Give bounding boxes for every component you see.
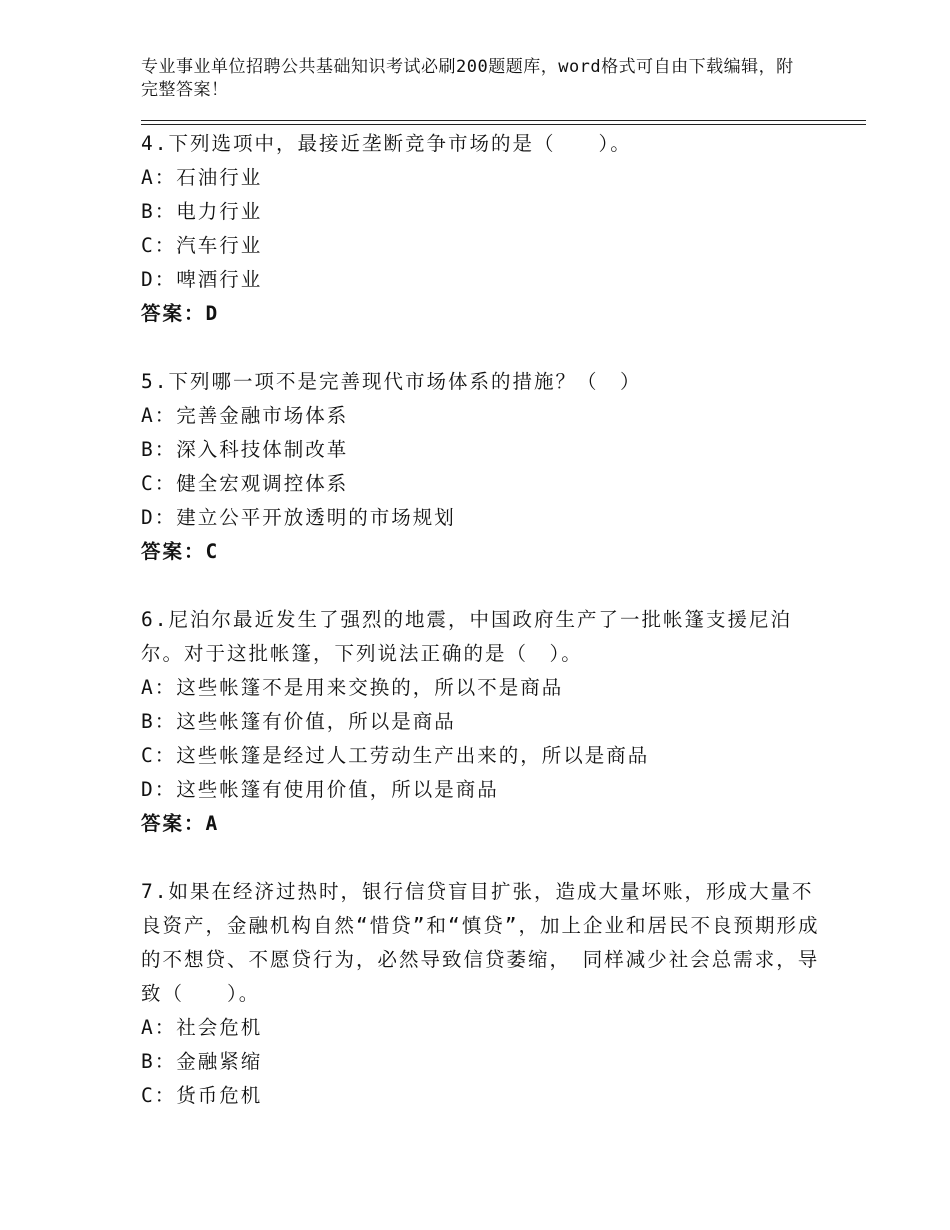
option-c: C：健全宏观调控体系: [141, 472, 349, 495]
option-b: B：金融紧缩: [141, 1050, 263, 1073]
question-6: [141, 603, 821, 841]
option-c: C：这些帐篷是经过人工劳动生产出来的，所以是商品: [141, 744, 650, 767]
option-d: D：这些帐篷有使用价值，所以是商品: [141, 778, 499, 801]
answer: 答案：A: [141, 812, 220, 835]
option-b: B：深入科技体制改革: [141, 438, 349, 461]
option-c: C：货币危机: [141, 1084, 263, 1107]
answer: 答案：C: [141, 540, 220, 563]
option-c: C：汽车行业: [141, 234, 263, 257]
question-text: 7.如果在经济过热时，银行信贷盲目扩张，造成大量坏账，形成大量不良资产，金融机构自然“惜贷”和“慎贷”，加上企业和居民不良预期形成的不想贷、不愿贷行为，必然导致信贷萎缩， 同样减少社会总需求，导致（ ）。: [141, 880, 820, 1005]
question-7: [141, 875, 821, 1113]
question-list: [141, 127, 821, 1147]
option-a: A：石油行业: [141, 166, 263, 189]
question-text: 5.下列哪一项不是完善现代市场体系的措施？（ ）: [141, 370, 642, 393]
option-a: A：这些帐篷不是用来交换的，所以不是商品: [141, 676, 564, 699]
option-d: D：啤酒行业: [141, 268, 263, 291]
answer: 答案：D: [141, 302, 220, 325]
option-a: A：社会危机: [141, 1016, 263, 1039]
header-divider-top: [141, 120, 866, 121]
option-d: D：建立公平开放透明的市场规划: [141, 506, 456, 529]
option-b: B：这些帐篷有价值，所以是商品: [141, 710, 456, 733]
header-divider-bottom: [141, 124, 866, 125]
option-a: A：完善金融市场体系: [141, 404, 349, 427]
question-4: [141, 127, 821, 331]
question-text: 6.尼泊尔最近发生了强烈的地震，中国政府生产了一批帐篷支援尼泊尔。对于这批帐篷，下列说法正确的是（ ）。: [141, 608, 792, 665]
option-b: B：电力行业: [141, 200, 263, 223]
question-text: 4.下列选项中，最接近垄断竞争市场的是（ ）。: [141, 132, 632, 155]
document-header: 专业事业单位招聘公共基础知识考试必刷200题题库，word格式可自由下载编辑，附完整答案！: [141, 57, 794, 100]
question-5: [141, 365, 821, 569]
